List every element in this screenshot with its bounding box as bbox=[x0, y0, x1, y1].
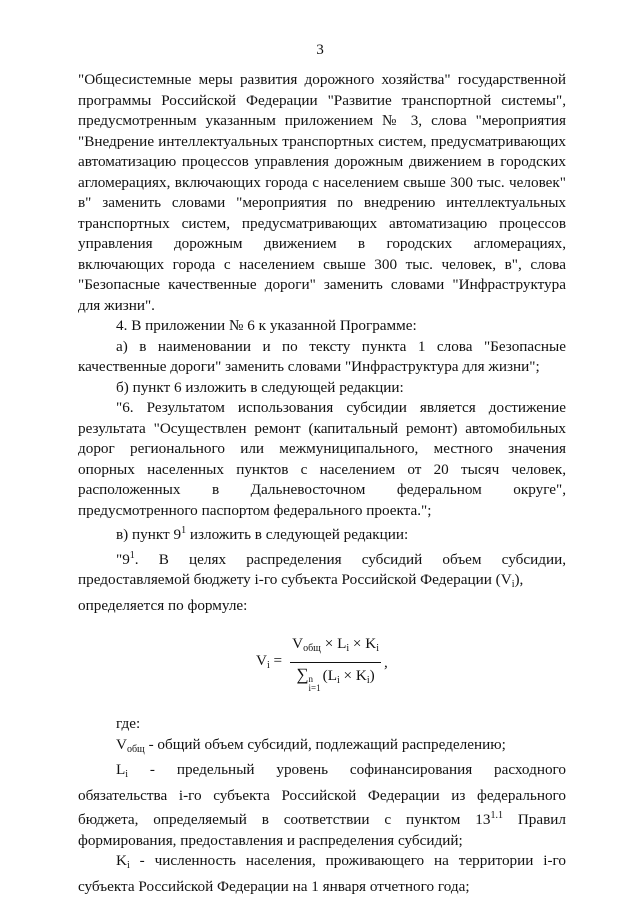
paren-open: ( bbox=[322, 666, 328, 684]
subscript: i bbox=[126, 860, 130, 871]
definition-v-total bbox=[78, 735, 566, 761]
paragraph-item-4c bbox=[78, 521, 566, 546]
times-sign: × bbox=[339, 666, 356, 684]
text-fragment: ), bbox=[514, 571, 524, 588]
subscript: i bbox=[366, 674, 370, 686]
document-body bbox=[78, 70, 566, 897]
symbol-v: V bbox=[116, 735, 127, 753]
subscript: i bbox=[376, 643, 380, 654]
paragraph-amendment-1: "Общесистемные меры развития дорожного хозяйства" государственной программы Российской Федерации "Развитие транспортной системы", предусмотренным указанным приложением № 3, слова "мероприятия "Внедрение интеллектуальных транспортных систем, предусматривающих автоматизацию процессов управления дорожным движением в городских агломерациях, включающих города с населением свыше 300 тыс. человек" в" заменить словами "мероприятия по внедрению интеллектуальных транспортных систем, предусматривающих автоматизацию процессов управления дорожным движением в городских агломерациях, включающих города с населением свыше 300 тыс. человек, в", слова "Безопасные качественные дороги" заменить словами "Инфраструктура для жизни". bbox=[78, 71, 566, 314]
paragraph-point-6: "6. Результатом использования субсидии является достижение результата "Осуществлен ремонт (капитальный ремонт) автомобильных дорог регионального или межмуниципального, местного значения опорных населенных пунктов с населением от 20 тысяч человек, расположенных в Дальневосточном федеральном округе", предусмотренного паспортом федерального проекта."; bbox=[78, 399, 566, 519]
text-fragment: "9 bbox=[116, 550, 130, 568]
formula-symbol: K bbox=[355, 666, 367, 684]
paragraph-item-4b: б) пункт 6 изложить в следующей редакции: bbox=[116, 378, 404, 396]
subscript: i bbox=[125, 769, 129, 780]
superscript: 1.1 bbox=[490, 810, 503, 821]
paragraph-where: где: bbox=[116, 715, 141, 732]
definition-l bbox=[78, 760, 566, 851]
subscript: i bbox=[336, 674, 340, 686]
formula-block bbox=[78, 618, 566, 714]
subscript: i bbox=[266, 659, 270, 671]
equals-sign: = bbox=[269, 651, 283, 669]
paren-close: ) bbox=[369, 666, 375, 684]
definition-k bbox=[78, 851, 566, 897]
symbol-v: V bbox=[500, 571, 512, 588]
formula-symbol: K bbox=[365, 635, 377, 652]
sum-upper-limit: n bbox=[308, 673, 314, 684]
text-fragment: . В целях распределения субсидий объем субсидии, предоставляемой бюджету i-го субъекта Российской Федерации ( bbox=[78, 550, 566, 588]
formula-symbol: L bbox=[327, 666, 337, 684]
subscript: общ bbox=[126, 743, 145, 755]
times-sign: × bbox=[349, 635, 366, 652]
subscript: i bbox=[511, 579, 515, 590]
formula-lhs bbox=[256, 651, 282, 677]
sum-lower-limit: i=1 bbox=[308, 682, 321, 693]
formula-denominator bbox=[296, 663, 374, 693]
formula-symbol: V bbox=[292, 635, 304, 652]
formula-symbol: V bbox=[256, 651, 267, 669]
text-fragment: в) пункт 9 bbox=[116, 526, 182, 543]
symbol-l: L bbox=[116, 761, 126, 778]
formula-symbol: L bbox=[337, 635, 347, 652]
definition-text: - общий объем субсидий, подлежащий распределению; bbox=[144, 735, 506, 753]
definition-text: - численность населения, проживающего на территории i-го субъекта Российской Федерации на 1 января отчетного года; bbox=[78, 852, 566, 895]
sum-sign: ∑ bbox=[296, 664, 309, 684]
paragraph-item-4a: а) в наименовании и по тексту пункта 1 слова "Безопасные качественные дороги" заменить словами "Инфраструктура для жизни"; bbox=[78, 337, 566, 375]
paragraph-point-9-1 bbox=[78, 546, 566, 596]
formula bbox=[256, 634, 388, 693]
page-number: 3 bbox=[316, 41, 324, 58]
paragraph-formula-intro: определяется по формуле: bbox=[78, 596, 248, 614]
symbol-k: K bbox=[116, 852, 127, 869]
definition-text: - предельный уровень софинансирования расходного обязательства i-го субъекта Российской Федерации из федерального бюджета, определяемый в соответствии с пунктом 13 bbox=[78, 761, 566, 828]
formula-numerator bbox=[290, 634, 381, 663]
times-sign: × bbox=[320, 635, 338, 652]
sum-limits bbox=[309, 675, 321, 693]
text-fragment: изложить в следующей редакции: bbox=[186, 526, 409, 543]
subscript: общ bbox=[303, 643, 321, 654]
subscript: i bbox=[346, 643, 350, 654]
definition-text: Правил формирования, предоставления и распределения субсидий; bbox=[78, 811, 566, 849]
formula-comma: , bbox=[384, 654, 388, 671]
superscript: 1 bbox=[129, 549, 135, 561]
superscript: 1 bbox=[181, 525, 187, 536]
formula-fraction bbox=[290, 634, 381, 693]
paragraph-item-4: 4. В приложении № 6 к указанной Программе: bbox=[116, 317, 417, 334]
